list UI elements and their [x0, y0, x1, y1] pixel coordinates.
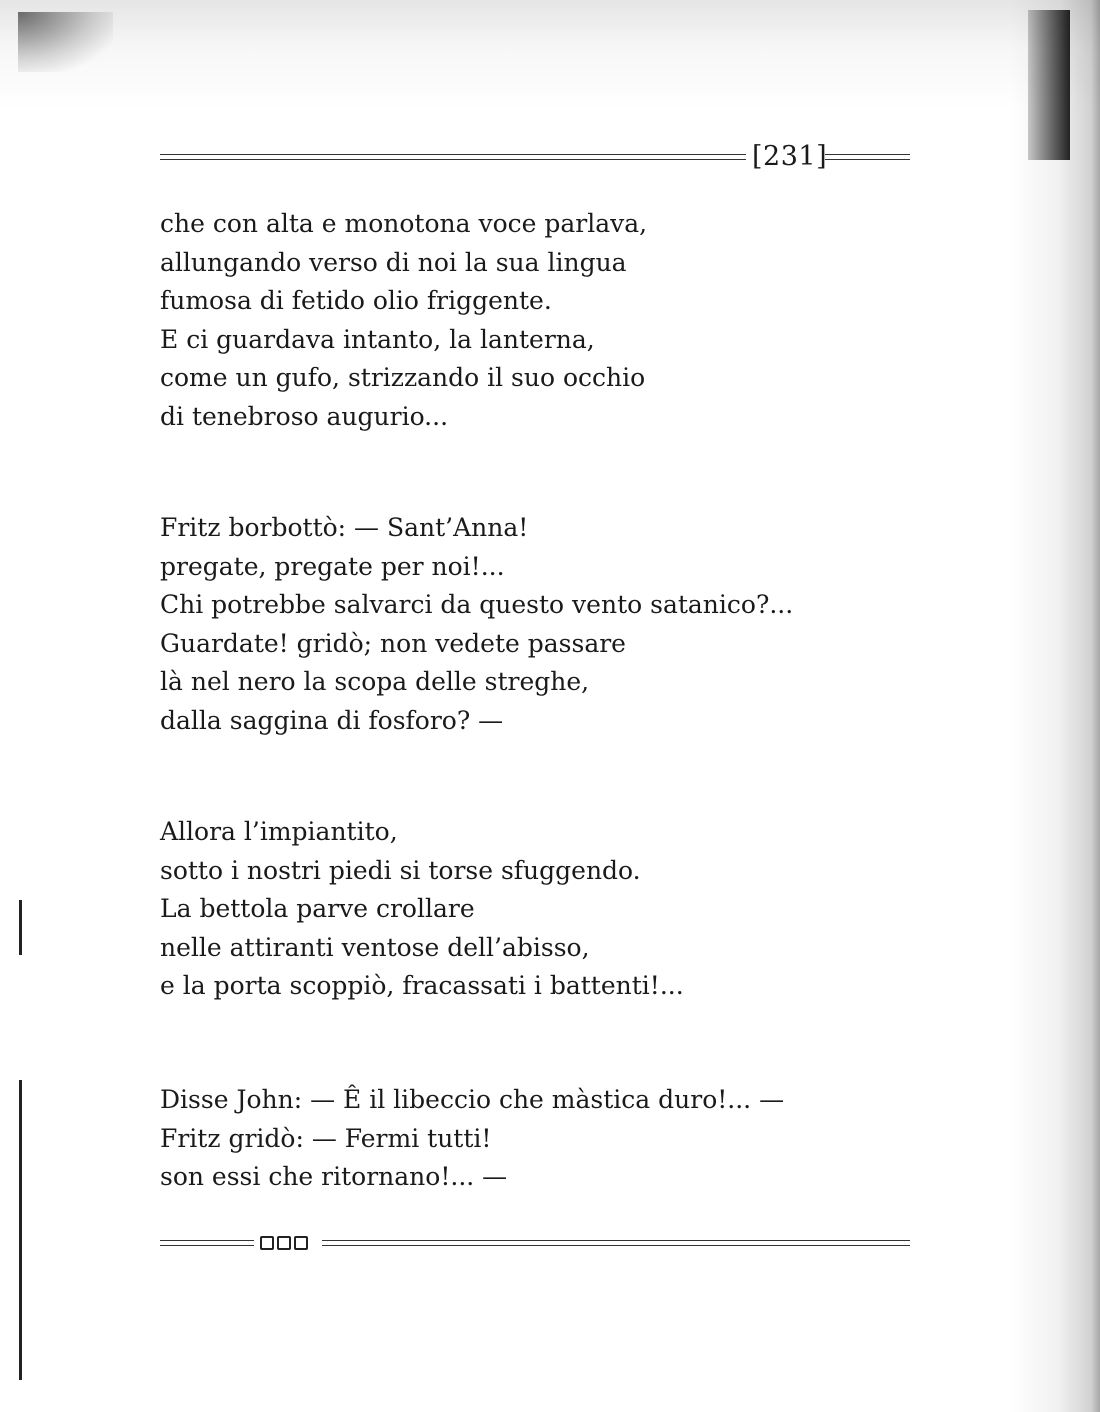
verse-line: E ci guardava intanto, la lanterna, — [160, 324, 595, 354]
scan-shadow-top — [0, 0, 1100, 110]
ornament-icon — [260, 1236, 308, 1250]
scan-corner-top-left — [18, 12, 113, 72]
verse-line: Guardate! gridò; non vedete passare — [160, 628, 626, 658]
verse-line: allungando verso di noi la sua lingua — [160, 247, 627, 277]
verse-line: Chi potrebbe salvarci da questo vento satanico?... — [160, 590, 794, 619]
stanza — [160, 1081, 880, 1197]
verse-line: là nel nero la scopa delle streghe, — [160, 667, 590, 696]
page-number: [231] — [752, 141, 828, 172]
verse-line: La bettola parve crollare — [160, 894, 475, 923]
scan-margin-mark — [19, 1080, 22, 1380]
verse-line: fumosa di fetido olio friggente. — [160, 286, 552, 315]
stanza — [160, 813, 880, 1006]
footer-rule-left — [160, 1240, 254, 1246]
page-header — [160, 142, 910, 176]
header-rule-left — [160, 154, 746, 160]
verse-line: son essi che ritornano!... — — [160, 1162, 508, 1191]
verse-line: sotto i nostri piedi si torse sfuggendo. — [160, 855, 641, 885]
footer-rule-right — [322, 1240, 910, 1246]
page-footer — [160, 1234, 910, 1258]
verse-line: di tenebroso augurio... — [160, 401, 449, 431]
verse-line: dalla saggina di fosforo? — — [160, 705, 504, 735]
verse-line: Fritz gridò: — Fermi tutti! — [160, 1123, 492, 1153]
scan-corner-top-right — [1028, 10, 1070, 160]
verse-line: pregate, pregate per noi!... — [160, 551, 505, 581]
verse-line: nelle attiranti ventose dell’abisso, — [160, 932, 590, 962]
verse-line: che con alta e monotona voce parlava, — [160, 209, 648, 238]
verse-line: Fritz borbottò: — Sant’Anna! — [160, 513, 529, 542]
verse-line: come un gufo, strizzando il suo occhio — [160, 363, 646, 392]
stanza — [160, 509, 880, 740]
verse-line: Allora l’impiantito, — [160, 817, 398, 846]
stanza — [160, 205, 880, 436]
verse-line: e la porta scoppiò, fracassati i battenti!... — [160, 971, 684, 1000]
scan-shadow-right — [1010, 0, 1100, 1412]
scan-margin-mark — [19, 900, 22, 955]
header-rule-right — [825, 154, 910, 160]
verse-line: Disse John: — Ê il libeccio che màstica duro!... — — [160, 1085, 785, 1114]
